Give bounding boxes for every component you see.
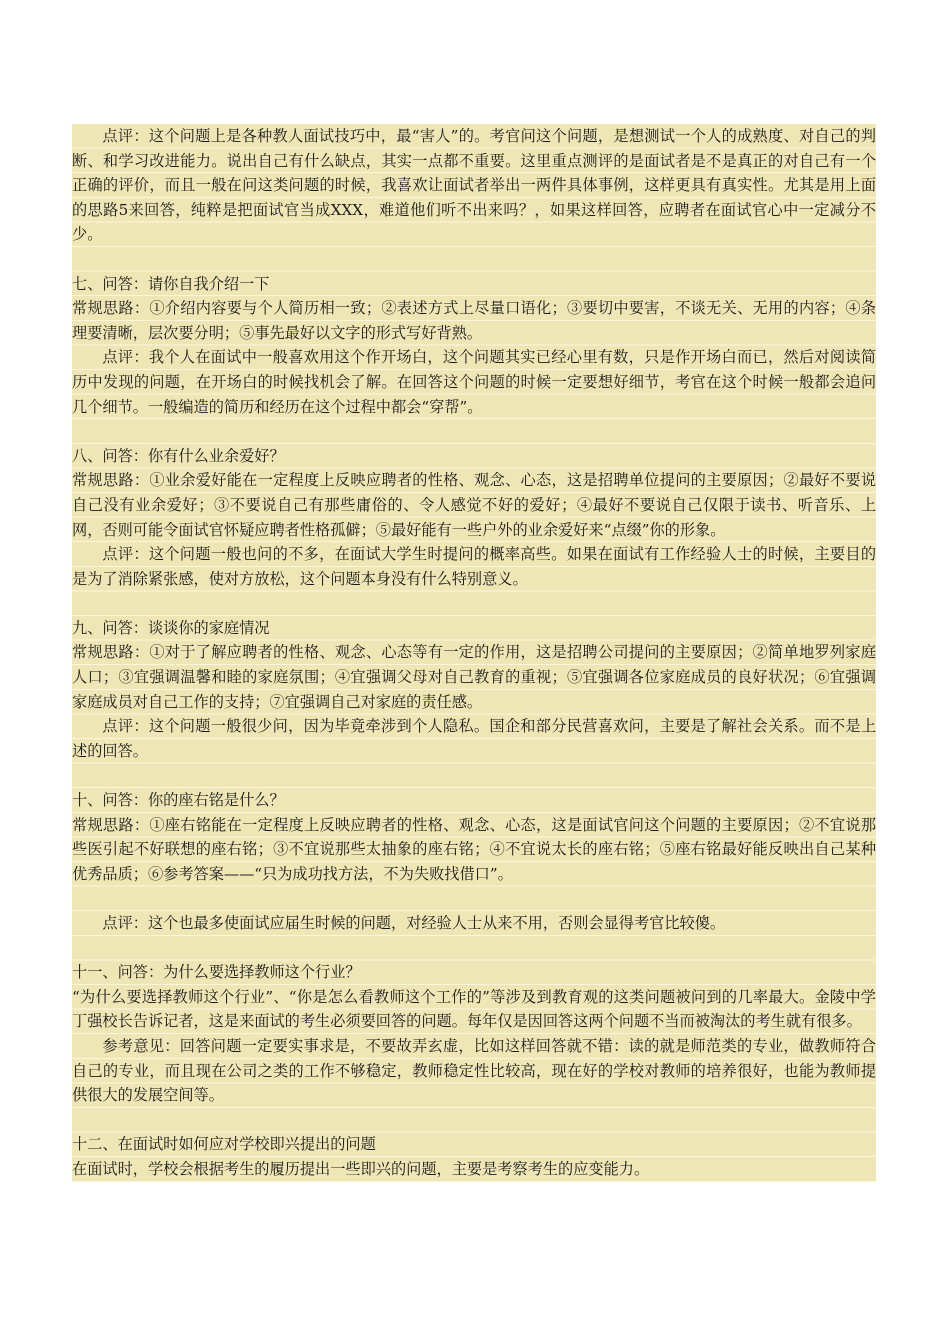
paragraph-spacer: [72, 1108, 876, 1133]
paragraph: 十二、在面试时如何应对学校即兴提出的问题: [72, 1135, 376, 1154]
paragraph: 常规思路：①对于了解应聘者的性格、观念、心态等有一定的作用，这是招聘公司提问的主要原因；②简单地罗列家庭人口；③宜强调温馨和睦的家庭氛围；④宜强调父母对自己教育的重视；⑤宜强调各位家庭成员的良好状况；⑥宜强调家庭成员对自己工作的支持；⑦宜强调自己对家庭的责任感。: [72, 643, 876, 711]
document-body: [72, 124, 876, 1182]
paragraph-spacer: [72, 936, 876, 961]
paragraph-spacer: [72, 591, 876, 616]
paragraph: 点评：这个问题一般也问的不多，在面试大学生时提问的概率高些。如果在面试有工作经验人士的时候，主要目的是为了消除紧张感，使对方放松，这个问题本身没有什么特别意义。: [72, 545, 876, 588]
paragraph: 点评：这个问题上是各种教人面试技巧中，最“害人”的。考官问这个问题，是想测试一个人的成熟度、对自己的判断、和学习改进能力。说出自己有什么缺点，其实一点都不重要。这里重点测评的是面试者是不是真正的对自己有一个正确的评价，而且一般在问这类问题的时候，我喜欢让面试者举出一两件具体事例，这样更具有真实性。尤其是用上面的思路5来回答，纯粹是把面试官当成XXX，难道他们听不出来吗？，如果这样回答，应聘者在面试官心中一定减分不少。: [72, 127, 876, 244]
paragraph-spacer: [72, 763, 876, 788]
paragraph: 七、问答：请你自我介绍一下: [72, 274, 270, 293]
paragraph-spacer: [72, 419, 876, 444]
paragraph: 十、问答：你的座右铭是什么？: [72, 791, 285, 810]
paragraph-spacer: [72, 247, 876, 272]
paragraph: 十一、问答：为什么要选择教师这个行业？: [72, 963, 361, 982]
paragraph: “为什么要选择教师这个行业”、“你是怎么看教师这个工作的”等涉及到教育观的这类问题被问到的几率最大。金陵中学丁强校长告诉记者，这是来面试的考生必须要回答的问题。每年仅是因回答这两个问题不当而被淘汰的考生就有很多。: [72, 987, 876, 1031]
paragraph: 点评：我个人在面试中一般喜欢用这个作开场白，这个问题其实已经心里有数，只是作开场白而已，然后对阅读简历中发现的问题，在开场白的时候找机会了解。在回答这个问题的时候一定要想好细节，考官在这个时候一般都会追问几个细节。一般编造的简历和经历在这个过程中都会“穿帮”。: [72, 348, 876, 416]
paragraph: 常规思路：①座右铭能在一定程度上反映应聘者的性格、观念、心态，这是面试官问这个问题的主要原因；②不宜说那些医引起不好联想的座右铭；③不宜说那些太抽象的座右铭；④不宜说太长的座右铭；⑤座右铭最好能反映出自己某种优秀品质；⑥参考答案——“只为成功找方法，不为失败找借口”。: [72, 815, 876, 883]
paragraph-spacer: [72, 886, 876, 911]
paragraph: 九、问答：谈谈你的家庭情况: [72, 618, 270, 637]
paragraph: 点评：这个也最多使面试应届生时候的问题，对经验人士从来不用，否则会显得考官比较傻。: [102, 914, 726, 932]
paragraph: 常规思路：①业余爱好能在一定程度上反映应聘者的性格、观念、心态，这是招聘单位提问的主要原因；②最好不要说自己没有业余爱好；③不要说自己有那些庸俗的、令人感觉不好的爱好；④最好不要说自己仅限于读书、听音乐、上网，否则可能令面试官怀疑应聘者性格孤僻；⑤最好能有一些户外的业余爱好来“点缀”你的形象。: [72, 471, 876, 539]
paragraph: 参考意见：回答问题一定要实事求是，不要故弄玄虚，比如这样回答就不错：读的就是师范类的专业，做教师符合自己的专业，而且现在公司之类的工作不够稳定，教师稳定性比较高，现在好的学校对教师的培养很好，也能为教师提供很大的发展空间等。: [72, 1036, 876, 1105]
paragraph: 在面试时，学校会根据考生的履历提出一些即兴的问题，主要是考察考生的应变能力。: [72, 1159, 650, 1178]
paragraph: 常规思路：①介绍内容要与个人简历相一致；②表述方式上尽量口语化；③要切中要害，不谈无关、无用的内容；④条理要清晰，层次要分明；⑤事先最好以文字的形式写好背熟。: [72, 299, 876, 342]
paragraph: 八、问答：你有什么业余爱好？: [72, 446, 285, 465]
paragraph: 点评：这个问题一般很少问，因为毕竟牵涉到个人隐私。国企和部分民营喜欢问，主要是了解社会关系。而不是上述的回答。: [72, 717, 876, 760]
